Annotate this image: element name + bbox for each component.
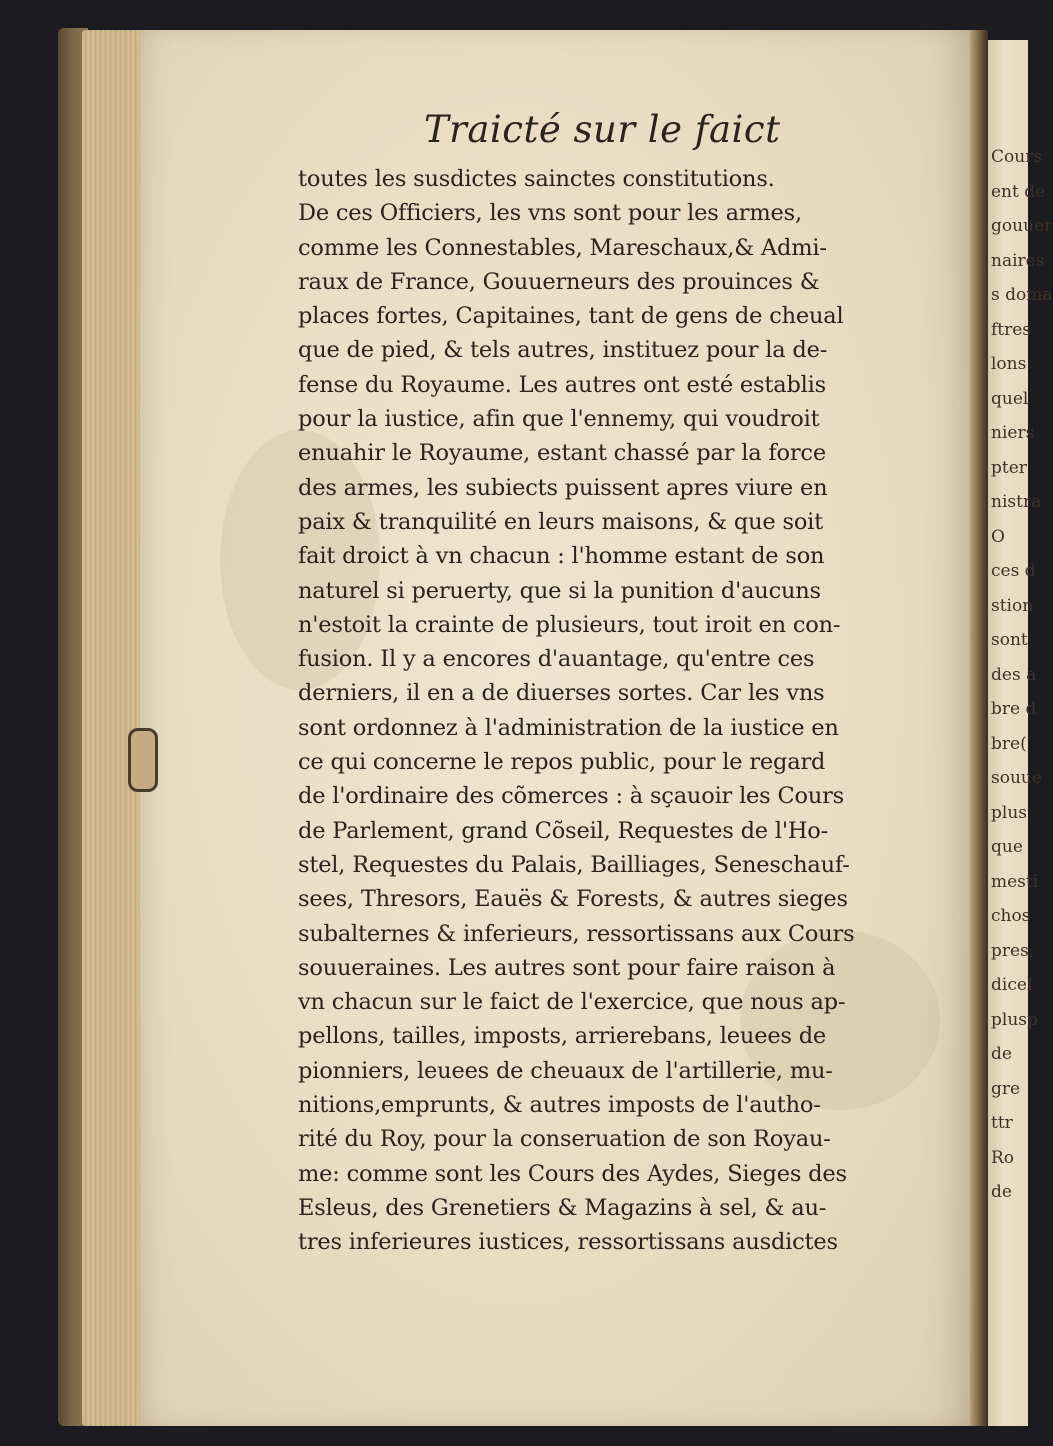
text-line: que de pied, & tels autres, instituez pour la de-	[298, 337, 828, 364]
facing-page-fragment: que	[991, 837, 1023, 857]
facing-page-fragment: des a	[991, 664, 1037, 685]
text-line: naturel si peruerty, que si la punition d'aucuns	[298, 577, 821, 604]
facing-page-fragment: s doma	[991, 285, 1053, 305]
facing-page-fragment: gre	[991, 1078, 1021, 1099]
body-text	[298, 162, 898, 1260]
facing-page	[988, 40, 1053, 1426]
text-line: raux de France, Gouuerneurs des prouinces &	[298, 268, 820, 295]
text-line: n'estoit la crainte de plusieurs, tout iroit en con-	[298, 611, 841, 638]
facing-page-fragment: ftres	[991, 319, 1032, 340]
facing-page-fragment: dicel	[991, 975, 1033, 995]
facing-page-fragment: chos	[991, 906, 1031, 926]
text-line: toutes les susdictes sainctes constitutions.	[298, 166, 775, 192]
text-line: sees, Thresors, Eauës & Forests, & autres sieges	[298, 886, 848, 913]
text-line: derniers, il en a de diuerses sortes. Car les vns	[298, 680, 825, 707]
text-line: pour la iustice, afin que l'ennemy, qui voudroit	[298, 406, 820, 433]
text-line: tres inferieures iustices, ressortissans ausdictes	[298, 1229, 838, 1256]
text-line: places fortes, Capitaines, tant de gens de cheual	[298, 303, 844, 330]
clasp-hole	[128, 728, 158, 792]
facing-page-fragment: pter	[991, 457, 1027, 478]
text-line: De ces Officiers, les vns sont pour les armes,	[298, 200, 802, 227]
facing-page-fragment: ces d	[991, 561, 1036, 581]
facing-page-fragment: bre(	[991, 733, 1027, 754]
text-line: souueraines. Les autres sont pour faire raison à	[298, 954, 836, 981]
facing-page-fragment: plusp	[991, 1009, 1038, 1030]
text-line: paix & tranquilité en leurs maisons, & que soit	[298, 508, 823, 535]
text-line: ce qui concerne le repos public, pour le regard	[298, 749, 826, 776]
text-line: fait droict à vn chacun : l'homme estant de son	[298, 543, 825, 570]
facing-page-fragment: de	[991, 1182, 1012, 1202]
facing-page-fragment: quel	[991, 388, 1029, 409]
facing-page-fragment: stion	[991, 595, 1034, 616]
text-line: enuahir le Royaume, estant chassé par la force	[298, 440, 826, 467]
text-line: vn chacun sur le faict de l'exercice, que nous ap-	[298, 989, 846, 1016]
facing-page-fragment: pres,	[991, 940, 1035, 961]
text-line: rité du Roy, pour la conseruation de son Royau-	[298, 1126, 831, 1153]
text-line: nitions,emprunts, & autres imposts de l'autho-	[298, 1092, 821, 1119]
facing-page-fragment: plus	[991, 802, 1027, 823]
text-line: stel, Requestes du Palais, Bailliages, Seneschauf-	[298, 851, 850, 878]
text-line: pellons, tailles, imposts, arrierebans, leuees de	[298, 1023, 827, 1050]
facing-page-fragment: mesti	[991, 871, 1039, 892]
facing-page-fragment: Cours	[991, 147, 1043, 167]
facing-page-fragment: naires	[991, 250, 1045, 271]
text-line: sont ordonnez à l'administration de la iustice en	[298, 714, 839, 741]
facing-page-fragment: Ro	[991, 1147, 1015, 1168]
facing-page-fragment: sont	[991, 630, 1028, 650]
facing-page-fragment: niers	[991, 423, 1035, 443]
text-line: me: comme sont les Cours des Aydes, Sieges des	[298, 1160, 847, 1187]
text-line: fense du Royaume. Les autres ont esté establis	[298, 371, 826, 398]
facing-page-fragment: ent de	[991, 181, 1046, 202]
facing-page-fragment: O	[991, 526, 1005, 547]
book-gutter	[970, 30, 988, 1426]
facing-page-fragment: de	[991, 1044, 1012, 1064]
facing-page-fragment: ttr	[991, 1113, 1013, 1133]
text-line: comme les Connestables, Mareschaux,& Admi-	[298, 234, 827, 261]
text-line: subalternes & inferieurs, ressortissans aux Cours	[298, 920, 855, 947]
running-head: Traicté sur le faict	[424, 108, 781, 151]
facing-page-fragment: bre d	[991, 699, 1037, 719]
text-line: de Parlement, grand Cõseil, Requestes de l'Ho-	[298, 817, 828, 844]
facing-page-fragment: lons	[991, 354, 1027, 374]
text-line: des armes, les subiects puissent apres viure en	[298, 474, 828, 501]
text-line: de l'ordinaire des cõmerces : à sçauoir les Cours	[298, 783, 845, 810]
text-line: pionniers, leuees de cheuaux de l'artillerie, mu-	[298, 1057, 833, 1084]
text-line: fusion. Il y a encores d'auantage, qu'entre ces	[298, 646, 815, 673]
facing-page-text	[988, 140, 1053, 1210]
facing-page-fragment: souue	[991, 768, 1042, 788]
text-line: Esleus, des Grenetiers & Magazins à sel, & au-	[298, 1194, 827, 1221]
facing-page-fragment: gouuer	[991, 216, 1053, 236]
facing-page-fragment: nistra	[991, 492, 1042, 512]
